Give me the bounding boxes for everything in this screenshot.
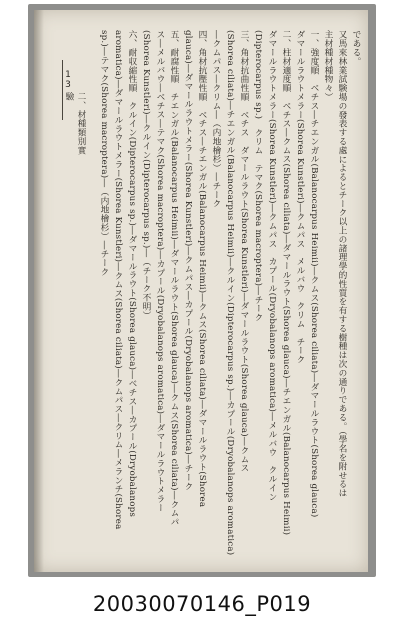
text-column: aromatica)―ダマールラウトメラー(Shorea Kunstleri)―クムス(Shorea ciliata)―クムパス―クリム―メランチ(Shorea <box>113 30 123 530</box>
text-column: (Shorea ciliata)―チエンガル(Balanocarpus Heimii)―クルイン(Dipterocarpus sp.)―カプール(Dryobalanops aromatica) <box>225 30 235 556</box>
text-column: 六、耐収縮性順 クルイン(Dipterocarpus sp.)―ダマールラウト(Shorea glauca)―ベチス―カプール(Dryobalanops <box>127 30 137 518</box>
text-column: 二、柱材適度順 ベチス―クムス(Shorea ciliata)―ダマールラウト(Shorea glauca)―チエンガル(Balanocarpus Heimii) <box>281 30 291 536</box>
text-column: である。 <box>351 30 361 66</box>
text-column: ダマールラウトメラー(Shorea Kunstleri)―クムパス メルバウ クリム チーク <box>295 30 305 364</box>
text-column: ―クムパス―クリム―（内地檜杉）―チーク <box>211 30 221 208</box>
text-column: 又馬來林業試験場の發表する處によるとチーク以上の諸理學的性質を有する樹種は次の通りである。（學名を附せるは <box>337 30 347 498</box>
text-column: ダマールラウトメラー(Shorea Kunstleri)―クムパス カプール(Dryobalanops aromatica)―メルバウ クルイン <box>267 30 277 502</box>
text-column: 五、耐腐性順 チエンガル(Balanocarpus Heimii)―ダマールラウト(Shorea glauca)―クムス(Shorea ciliata)―クムパ <box>169 30 179 527</box>
text-column: (Dipterocarpus sp.) クリム テマク(Shorea macroptera)―チーク <box>253 30 263 322</box>
text-column: 四、角材抗壓性順 ベチス―チエンガル(Balanocarpus Heimii)―クムス(Shorea ciliata)―ダマールラウト(Shorea <box>197 30 207 508</box>
running-title: 二、材種類別實驗 <box>64 92 86 155</box>
body-text <box>80 30 360 560</box>
page-number: 13 <box>63 70 73 90</box>
text-column: (Shorea Kunstleri)―クルイン(Dipterocarpus sp.)―（チーク不明） <box>141 30 151 320</box>
archive-id-caption: 20030070146_P019 <box>92 592 312 616</box>
text-column: 主材種材種物々） <box>323 30 333 102</box>
text-column: ス―メルバウ―ベチス―テマク(Shorea macroptera)―カプール(Dryobalanops aromatica)―ダマールラウトメラー <box>155 30 165 513</box>
page-gutter-shadow <box>34 10 44 572</box>
text-column: 三、角材抗曲性順 ベチス ダマールラウト(Shorea Kunstleri)―ダマールラウト(Shorea glauca)―クムス <box>239 30 249 473</box>
text-column: 一、強度順 ベチス―チエンガル(Balanocarpus Heimii)―クムス(Shorea ciliata)―ダマールラウト(Shorea glauca) <box>309 30 319 518</box>
text-column: sp.)―テマク(Shorea macroptera)―（内地檜杉）―チーク <box>99 30 109 277</box>
text-column: glauca)―ダマールラウトメラー(Shorea Kunstleri)―クムパス―カプール(Dryobalanops aromatica)―チーク <box>183 30 193 491</box>
